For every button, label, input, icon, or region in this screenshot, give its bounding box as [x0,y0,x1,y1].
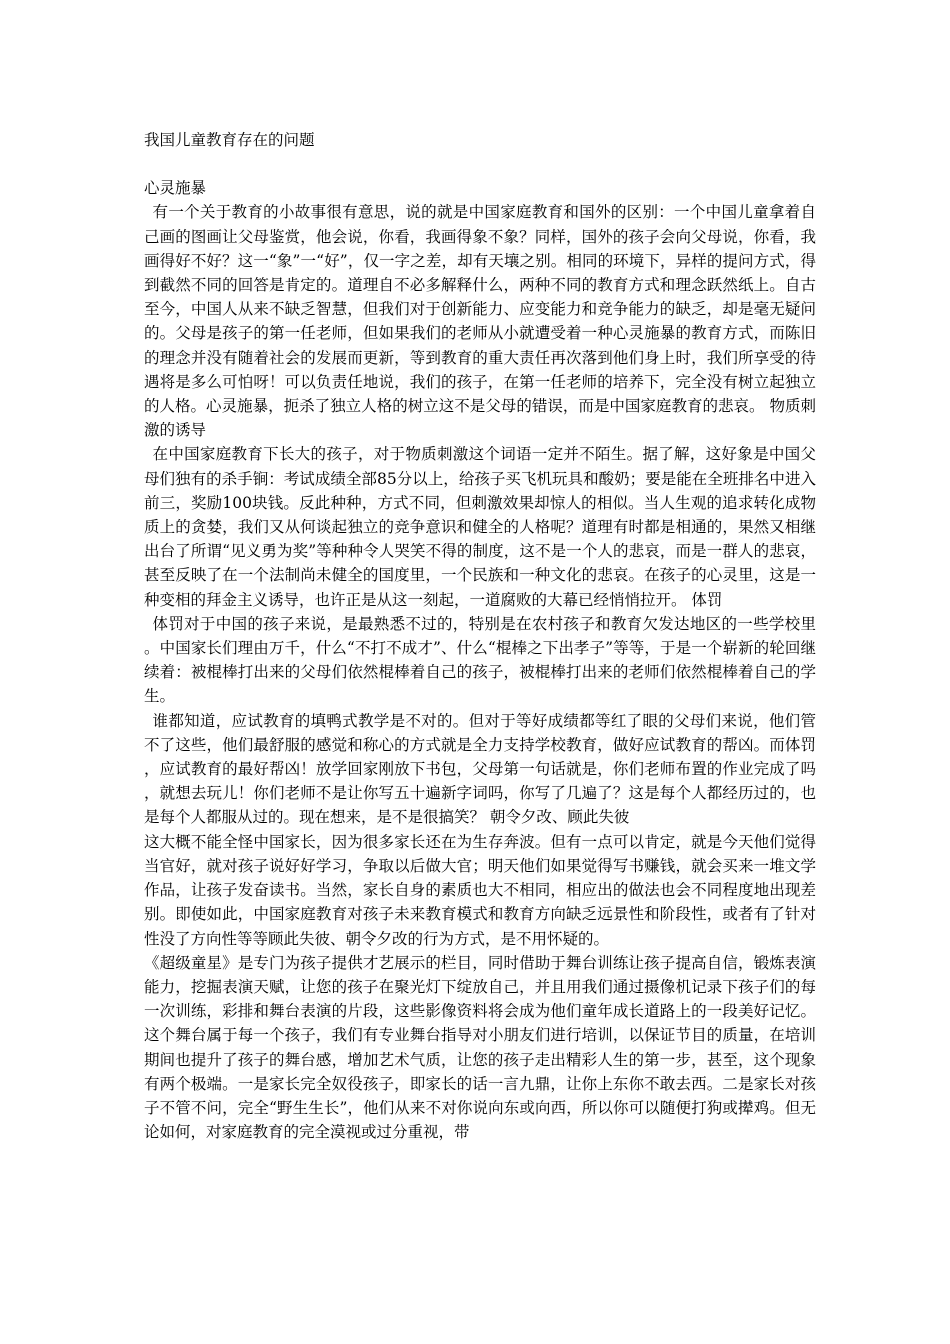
paragraph-4: 谁都知道，应试教育的填鸭式教学是不对的。但对于等好成绩都等红了眼的父母们来说，他们管不了这些，他们最舒服的感觉和称心的方式就是全力支持学校教育，做好应试教育的帮凶。而体罚，应试教育的最好帮凶！放学回家刚放下书包，父母第一句话就是，你们老师布置的作业完成了吗，就想去玩儿！你们老师不是让你写五十遍新字词吗，你写了几遍了？这是每个人都经历过的，也是每个人都服从过的。现在想来，是不是很搞笑？ 朝令夕改、顾此失彼 [144,711,816,827]
section-heading: 心灵施暴 [144,179,207,198]
paragraph-6: 《超级童星》是专门为孩子提供才艺展示的栏目，同时借助于舞台训练让孩子提高自信，锻炼表演能力，挖掘表演天赋，让您的孩子在聚光灯下绽放自己，并且用我们通过摄像机记录下孩子们的每一次训练，彩排和舞台表演的片段，这些影像资料将会成为他们童年成长道路上的一段美好记忆。这个舞台属于每一个孩子，我们有专业舞台指导对小朋友们进行培训，以保证节目的质量，在培训期间也提升了孩子的舞台感，增加艺术气质，让您的孩子走出精彩人生的第一步，甚至，这个现象有两个极端。一是家长完全奴役孩子，即家长的话一言九鼎，让你上东你不敢去西。二是家长对孩子不管不问，完全“野生生长”，他们从来不对你说向东或向西，所以你可以随便打狗或撵鸡。但无论如何，对家庭教育的完全漠视或过分重视，带 [144,953,816,1142]
title-spacer [144,152,816,176]
paragraph-3: 体罚对于中国的孩子来说，是最熟悉不过的，特别是在农村孩子和教育欠发达地区的一些学校里。中国家长们理由万千，什么“不打不成才”、什么“棍棒之下出孝子”等等，于是一个崭新的轮回继续着：被棍棒打出来的父母们依然棍棒着自己的孩子，被棍棒打出来的老师们依然棍棒着自己的学生。 [144,614,816,706]
paragraph-5: 这大概不能全怪中国家长，因为很多家长还在为生存奔波。但有一点可以肯定，就是今天他们觉得当官好，就对孩子说好好学习，争取以后做大官；明天他们如果觉得写书赚钱，就会买来一堆文学作品，让孩子发奋读书。当然，家长自身的素质也大不相同，相应出的做法也会不同程度地出现差别。即使如此，中国家庭教育对孩子未来教育模式和教育方向缺乏远景性和阶段性，或者有了针对性没了方向性等等顾此失彼、朝令夕改的行为方式，是不用怀疑的。 [144,832,816,948]
document-page [144,128,816,1144]
paragraph-2: 在中国家庭教育下长大的孩子，对于物质刺激这个词语一定并不陌生。据了解，这好象是中国父母们独有的杀手锏：考试成绩全部85分以上，给孩子买飞机玩具和酸奶；要是能在全班排名中进入前三，奖励100块钱。反此种种，方式不同，但刺激效果却惊人的相似。当人生观的追求转化成物质上的贪婪，我们又从何谈起独立的竞争意识和健全的人格呢？道理有时都是相通的，果然又相继出台了所谓“见义勇为奖”等种种令人哭笑不得的制度，这不是一个人的悲哀，而是一群人的悲哀，甚至反映了在一个法制尚未健全的国度里，一个民族和一种文化的悲哀。在孩子的心灵里，这是一种变相的拜金主义诱导，也许正是从这一刻起，一道腐败的大幕已经悄悄拉开。 体罚 [144,445,816,609]
document-title: 我国儿童教育存在的问题 [144,131,315,149]
paragraph-1: 有一个关于教育的小故事很有意思，说的就是中国家庭教育和国外的区别：一个中国儿童拿着自己画的图画让父母鉴赏，他会说，你看，我画得象不象？同样，国外的孩子会向父母说，你看，我画得好不好？这一“象”一“好”，仅一字之差，却有天壤之别。相同的环境下，异样的提问方式，得到截然不同的回答是肯定的。道理自不必多解释什么，两种不同的教育方式和理念跃然纸上。自古至今，中国人从来不缺乏智慧，但我们对于创新能力、应变能力和竞争能力的缺乏，却是毫无疑问的。父母是孩子的第一任老师，但如果我们的老师从小就遭受着一种心灵施暴的教育方式，而陈旧的理念并没有随着社会的发展而更新，等到教育的重大责任再次落到他们身上时，我们所享受的待遇将是多么可怕呀！可以负责任地说，我们的孩子，在第一任老师的培养下，完全没有树立起独立的人格。心灵施暴，扼杀了独立人格的树立这不是父母的错误，而是中国家庭教育的悲哀。 物质刺激的诱导 [144,203,816,440]
